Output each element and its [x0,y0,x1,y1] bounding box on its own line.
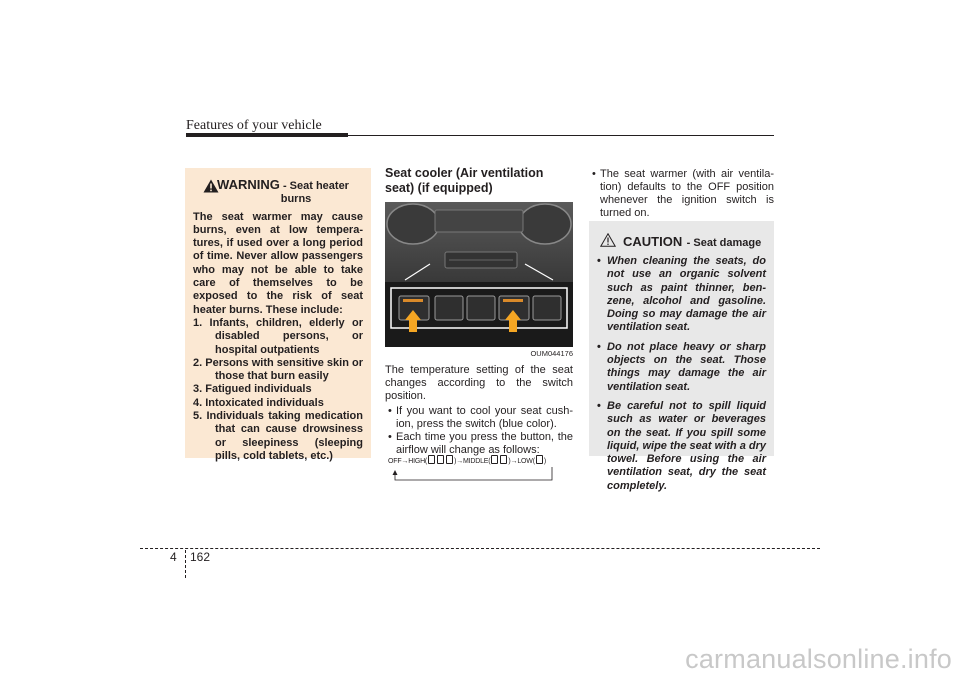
bullet-item: • If you want to cool your seat cush-ion, press the switch (blue color). [385,405,573,431]
warning-heading [203,178,363,207]
caution-list-item: • Be careful not to spill liquid such as water or beverages on the seat. If you spill some liquid, wipe the seat with a dry towel. Before using the air ventilation seat, dry the seat completely. [597,400,766,493]
footer-rule [140,548,820,549]
seat-cooler-section [385,166,573,457]
warning-list-item: 5. Individuals taking medication that can cause drowsiness or sleepiness (sleeping pills, cold tablets, etc.) [193,410,363,462]
warning-list [193,317,363,463]
chapter-number: 4 [170,550,177,564]
warning-list-item: 2. Persons with sensitive skin or those that burn easily [193,356,363,383]
caution-triangle-icon [600,233,616,247]
section-title: Seat cooler (Air ventilation seat) (if equipped) [385,166,544,195]
seq-low: LOW( [517,458,535,465]
seat-warmer-bullets [589,168,774,220]
caution-subtitle: - Seat damage [686,237,762,249]
caution-list-item: • Do not place heavy or sharp objects on the seat. Those things may damage the air ventilation seat. [597,341,766,394]
seq-high: HIGH( [408,458,428,465]
seq-close: ) [454,458,457,465]
bullet-item: • The seat warmer (with air ventila-tion) defaults to the OFF position whenever the ignition switch is turned on. [589,168,774,220]
seat-warmer-note [589,166,774,220]
footer-divider [185,550,186,578]
warning-subtitle: - Seat heater [282,180,349,192]
seq-middle: MIDDLE( [463,458,491,465]
seq-close: ) [508,458,511,465]
warning-triangle-icon [203,179,219,193]
warning-intro: The seat warmer may cause burns, even at low tempera-tures, if used over a long period of time. Never allow passengers who may not be able to take care of themselves to be exposed to the risk of seat heater burns. These include: [193,210,363,316]
seq-off: OFF [388,458,402,465]
caution-word: CAUTION [623,234,683,249]
airflow-sequence-diagram [388,449,568,489]
page-header-title: Features of your vehicle [186,118,322,133]
return-arrow-icon [388,449,568,489]
seq-close: ) [543,458,546,465]
warning-list-item: 3. Fatigued individuals [193,383,312,396]
console-photo [385,202,573,347]
caution-list [597,255,766,493]
caution-list-item: • When cleaning the seats, do not use an organic solvent such as paint thinner, ben-zene, alcohol and gasoline. Doing so may damage the air ventilation seat. [597,255,766,335]
photo-code: OUM044176 [530,349,573,358]
watermark: carmanualsonline.info [685,644,952,674]
caution-heading [597,233,766,251]
caution-box [589,221,774,492]
warning-list-item: 4. Intoxicated individuals [193,396,324,409]
header-rule [186,135,774,136]
seat-cooler-paragraph: The temperature setting of the seat changes according to the switch position. [385,364,573,402]
warning-box [185,168,371,462]
airflow-sequence: OFF→HIGH( )→MIDDLE( )→LOW( ) [388,455,546,465]
warning-list-item: 1. Infants, children, elderly or disabled persons, or hospital outpatients [193,316,363,356]
warning-subtitle-2: burns [280,193,312,206]
page-number: 162 [190,550,211,564]
warning-word: WARNING [217,177,280,192]
bullet-item: • Each time you press the button, the airflow will change as follows: [385,431,573,457]
console-illustration [385,202,573,347]
